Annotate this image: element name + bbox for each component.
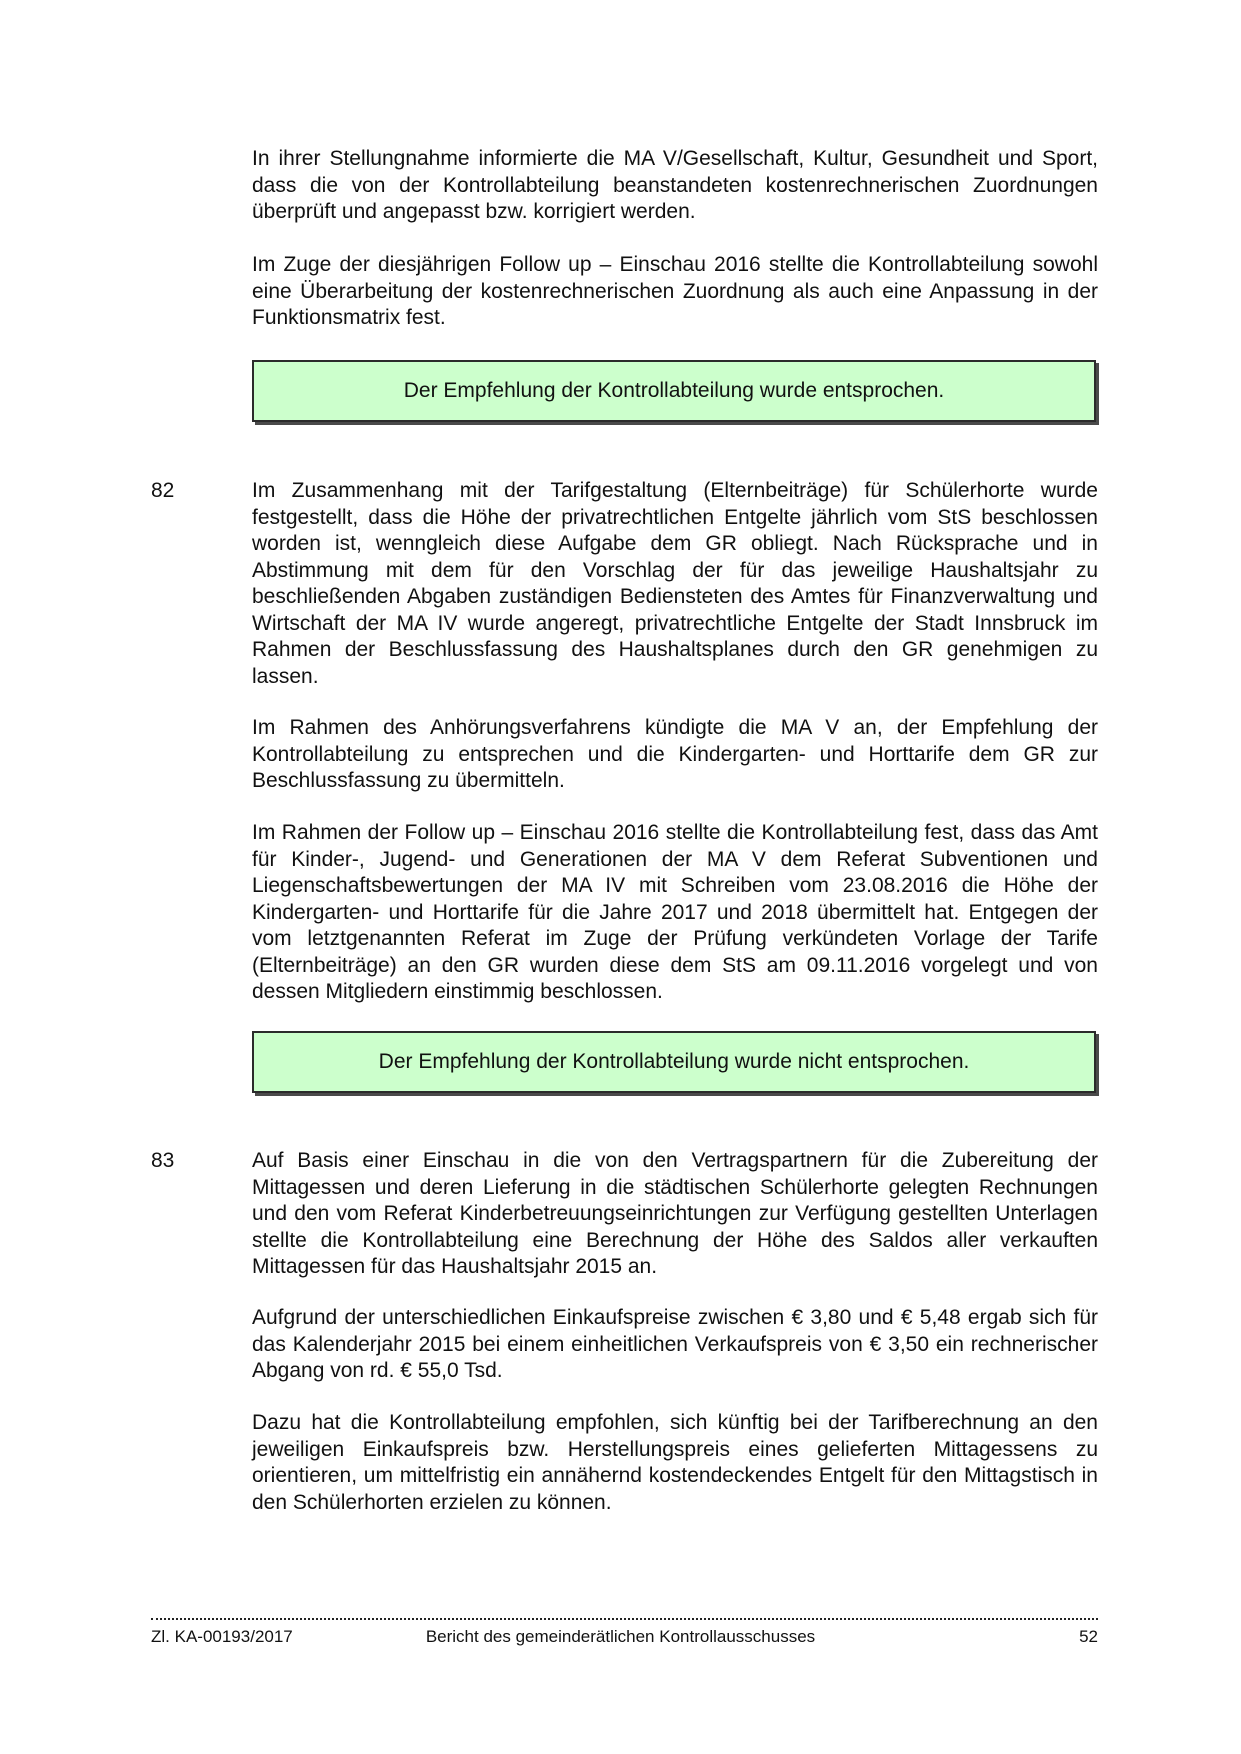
paragraph: In ihrer Stellungnahme informierte die MA V/Gesellschaft, Kultur, Gesundheit und Sport, dass die von der Kontrollabteilung beanstandeten kostenrechnerischen Zuordnungen überprüft und angepasst bzw. korrigiert werden. xyxy=(252,147,1098,223)
paragraph: Dazu hat die Kontrollabteilung empfohlen, sich künftig bei der Tarifberechnung an den jeweiligen Einkaufspreis bzw. Herstellungspreis eines gelieferten Mittagessens zu orientieren, um mittelfristig ein annähernd kostendeckendes Entgelt für den Mittagstisch in den Schülerhorten erzielen zu können. xyxy=(252,1411,1098,1514)
finding-result-box xyxy=(252,360,1096,422)
page-number: 52 xyxy=(1079,1627,1098,1646)
footer-reference: Zl. KA-00193/2017 xyxy=(151,1627,293,1646)
section-number: 82 xyxy=(151,479,175,502)
paragraph: Auf Basis einer Einschau in die von den Vertragspartnern für die Zubereitung der Mittagessen und deren Lieferung in die städtischen Schülerhorte gelegten Rechnungen und den vom Referat Kinderbetreuungseinrichtungen zur Verfügung gestellten Unterlagen stellte die Kontrollabteilung eine Berechnung der Höhe des Saldos aller verkauften Mittagessen für das Haushaltsjahr 2015 an. xyxy=(252,1149,1098,1278)
section-number: 83 xyxy=(151,1149,175,1172)
footer-title: Bericht des gemeinderätlichen Kontrollausschusses xyxy=(425,1627,816,1646)
paragraph: Im Zusammenhang mit der Tarifgestaltung (Elternbeiträge) für Schülerhorte wurde festgestellt, dass die Höhe der privatrechtlichen Entgelte jährlich vom StS beschlossen worden ist, wenngleich diese Aufgabe dem GR obliegt. Nach Rücksprache und in Abstimmung mit dem für den Vorschlag der für das jeweilige Haushaltsjahr zu beschließenden Abgaben zuständigen Bediensteten des Amtes für Finanzverwaltung und Wirtschaft der MA IV wurde angeregt, privatrechtliche Entgelte der Stadt Innsbruck im Rahmen der Beschlussfassung des Haushaltsplanes durch den GR genehmigen zu lassen. xyxy=(252,479,1098,688)
footer-divider xyxy=(151,1618,1098,1620)
paragraph: Im Rahmen des Anhörungsverfahrens kündigte die MA V an, der Empfehlung der Kontrollabteilung zu entsprechen und die Kindergarten- und Horttarife dem GR zur Beschlussfassung zu übermitteln. xyxy=(252,716,1098,792)
finding-result-text: Der Empfehlung der Kontrollabteilung wurde nicht entsprochen. xyxy=(378,1050,970,1073)
finding-result-box xyxy=(252,1031,1096,1093)
paragraph: Im Zuge der diesjährigen Follow up – Einschau 2016 stellte die Kontrollabteilung sowohl eine Überarbeitung der kostenrechnerischen Zuordnung als auch eine Anpassung in der Funktionsmatrix fest. xyxy=(252,253,1098,329)
paragraph: Im Rahmen der Follow up – Einschau 2016 stellte die Kontrollabteilung fest, dass das Amt für Kinder-, Jugend- und Generationen der MA V dem Referat Subventionen und Liegenschaftsbewertungen der MA IV mit Schreiben vom 23.08.2016 die Höhe der Kindergarten- und Horttarife für die Jahre 2017 und 2018 übermittelt hat. Entgegen der vom letztgenannten Referat im Zuge der Prüfung verkündeten Vorlage der Tarife (Elternbeiträge) an den GR wurden diese dem StS am 09.11.2016 vorgelegt und von dessen Mitgliedern einstimmig beschlossen. xyxy=(252,821,1098,1003)
paragraph: Aufgrund der unterschiedlichen Einkaufspreise zwischen € 3,80 und € 5,48 ergab sich für das Kalenderjahr 2015 bei einem einheitlichen Verkaufspreis von € 3,50 ein rechnerischer Abgang von rd. € 55,0 Tsd. xyxy=(252,1306,1098,1382)
finding-result-text: Der Empfehlung der Kontrollabteilung wurde entsprochen. xyxy=(403,379,945,402)
